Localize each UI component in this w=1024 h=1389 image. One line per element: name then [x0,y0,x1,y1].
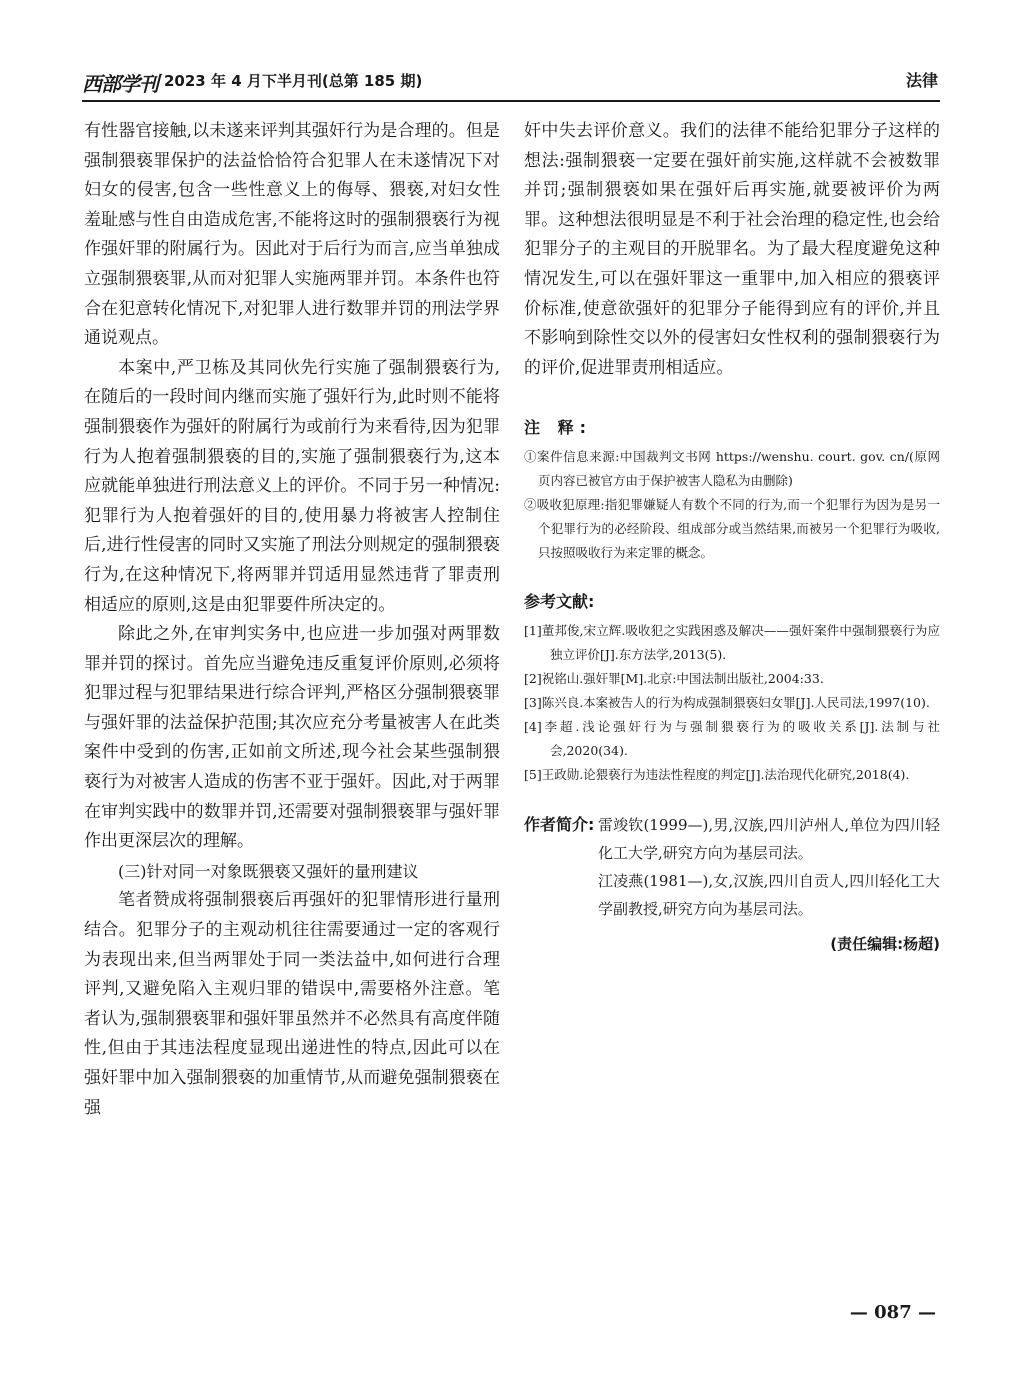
issue-info: 2023 年 4 月下半月刊(总第 185 期) [164,72,423,90]
author-intro-label: 作者简介: [524,815,595,835]
page-header [82,66,940,102]
section-name: 法律 [905,71,938,90]
body-paragraph: 有性器官接触,以未遂来评判其强奸行为是合理的。但是强制猥亵罪保护的法益恰恰符合犯罪人在未遂情况下对妇女的侵害,包含一些性意义上的侮辱、猥亵,对妇女性羞耻感与性自由造成危害,不能将这时的强制猥亵行为视作强奸罪的附属行为。因此对于后行为而言,应当单独成立强制猥亵罪,从而对犯罪人实施两罪并罚。本条件也符合在犯意转化情况下,对犯罪人进行数罪并罚的刑法学界通说观点。 [84,121,500,349]
body-paragraph: 除此之外,在审判实务中,也应进一步加强对两罪数罪并罚的探讨。首先应当避免违反重复评价原则,必须将犯罪过程与犯罪结果进行综合评判,严格区分强制猥亵罪与强奸罪的法益保护范围;其次应充分考量被害人在此类案件中受到的伤害,正如前文所述,现今社会某些强制猥亵行为对被害人造成的伤害不亚于强奸。因此,对于两罪在审判实践中的数罪并罚,还需要对强制猥亵罪与强奸罪作出更深层次的理解。 [84,624,500,852]
body-paragraph: 本案中,严卫栋及其同伙先行实施了强制猥亵行为,在随后的一段时间内继而实施了强奸行为,此时则不能将强制猥亵作为强奸的附属行为或前行为来看待,因为犯罪行为人抱着强制猥亵的目的,实施了强制猥亵行为,这本应就能单独进行刑法意义上的评价。不同于另一种情况:犯罪行为人抱着强奸的目的,使用暴力将被害人控制住后,进行性侵害的同时又实施了刑法分则规定的强制猥亵行为,在这种情况下,将两罪并罚适用显然违背了罪责刑相适应的原则,这是由犯罪要件所决定的。 [84,357,500,615]
notes-list [524,445,940,565]
body-paragraph: 奸中失去评价意义。我们的法律不能给犯罪分子这样的想法:强制猥亵一定要在强奸前实施,这样就不会被数罪并罚;强制猥亵如果在强奸后再实施,就要被评价为两罪。这种想法很明显是不利于社会治理的稳定性,也会给犯罪分子的主观目的开脱罪名。为了最大程度避免这种情况发生,可以在强奸罪这一重罪中,加入相应的猥亵评价标准,使意欲强奸的犯罪分子能得到应有的评价,并且不影响到除性交以外的侵害妇女性权利的强制猥亵行为的评价,促进罪责刑相适应。 [524,121,940,378]
body-paragraph: 笔者赞成将强制猥亵后再强奸的犯罪情形进行量刑结合。犯罪分子的主观动机往往需要通过一定的客观行为表现出来,但当两罪处于同一类法益中,如何进行合理评判,又避免陷入主观归罪的错误中,需要格外注意。笔者认为,强制猥亵罪和强奸罪虽然并不必然具有高度伴随性,但由于其违法程度显现出递进性的特点,因此可以在强奸罪中加入强制猥亵的加重情节,从而避免强制猥亵在强 [84,890,500,1118]
journal-logo: 西部学刊 [82,72,158,96]
note-item: ②吸收犯原理:指犯罪嫌疑人有数个不同的行为,而一个犯罪行为因为是另一个犯罪行为的必经阶段、组成部分或当然结果,而被另一个犯罪行为吸收,只按照吸收行为来定罪的概念。 [524,497,940,561]
note-item: ①案件信息来源:中国裁判文书网 https://wenshu. court. gov. cn/(原网页内容已被官方由于保护被害人隐私为由删除) [524,449,940,489]
section-subheading: (三)针对同一对象既猥亵又强奸的量刑建议 [118,861,419,881]
author-bio: 江凌燕(1981—),女,汉族,四川自贡人,四川轻化工大学副教授,研究方向为基层司法。 [598,872,940,919]
responsible-editor: (责任编辑:杨超) [830,935,940,954]
references-list [524,619,940,787]
left-column [84,117,500,1123]
reference-item: [3]陈兴良.本案被告人的行为构成强制猥亵妇女罪[J].人民司法,1997(10). [524,695,930,711]
reference-item: [5]王政勋.论猥亵行为违法性程度的判定[J].法治现代化研究,2018(4). [524,767,910,783]
reference-item: [2]祝铭山.强奸罪[M].北京:中国法制出版社,2004:33. [524,671,824,687]
author-bio: 雷竣钦(1999—),男,汉族,四川泸州人,单位为四川轻化工大学,研究方向为基层司法。 [598,816,940,863]
reference-item: [1]董邦俊,宋立辉.吸收犯之实践困惑及解决——强奸案件中强制猥亵行为应独立评价[J].东方法学,2013(5). [524,623,940,663]
page-number: — 087 — [849,1302,936,1323]
reference-item: [4]李超.浅论强奸行为与强制猥亵行为的吸收关系[J].法制与社会,2020(34). [524,719,940,759]
references-title: 参考文献: [524,592,595,612]
notes-title: 注 释: [524,418,592,438]
right-column [524,117,940,954]
author-intro [524,811,940,923]
author-intro-text [598,811,940,923]
